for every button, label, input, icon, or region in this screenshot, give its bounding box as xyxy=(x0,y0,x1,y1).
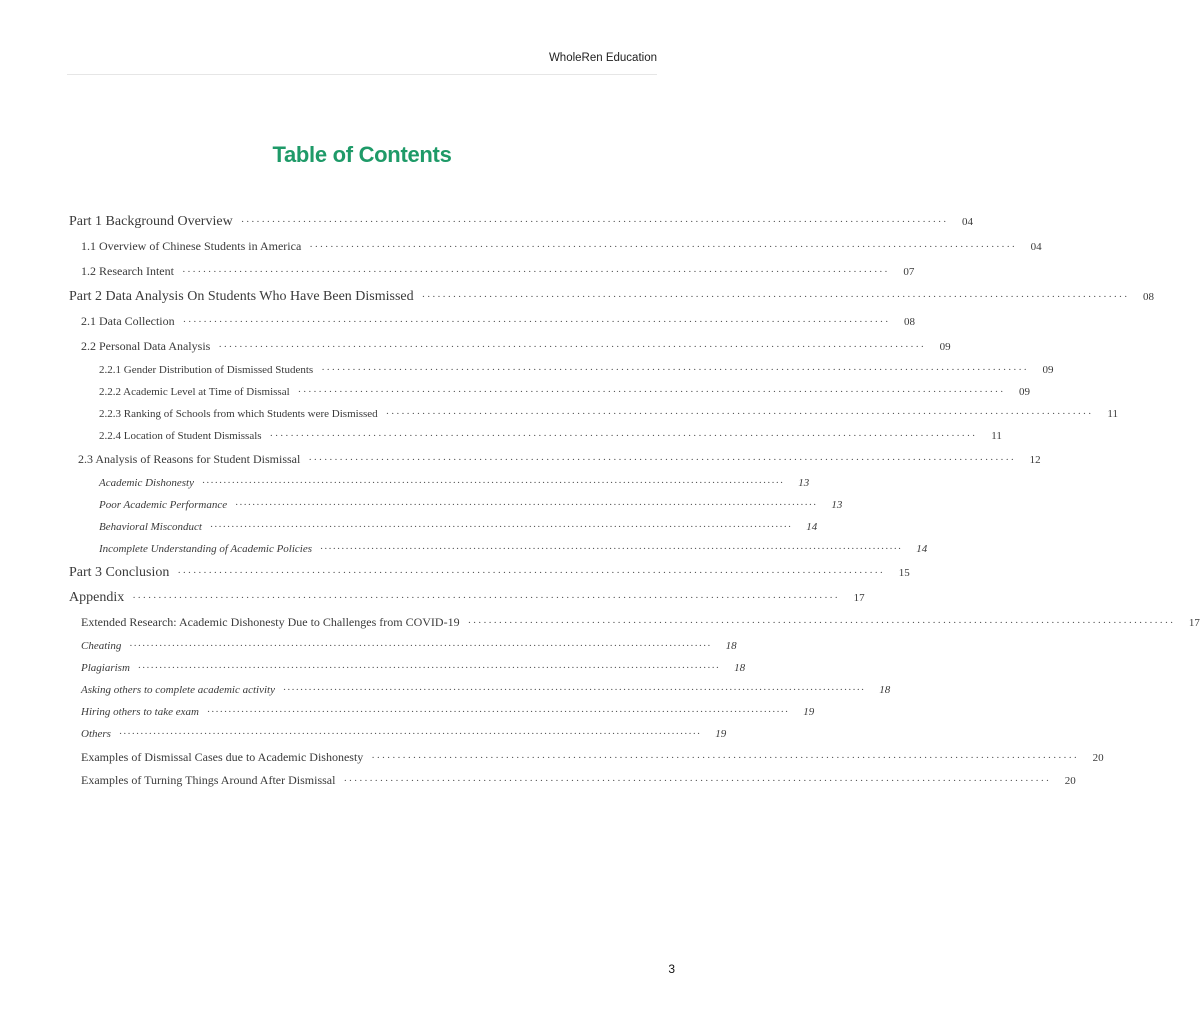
toc-entry-appendix[interactable] xyxy=(69,590,865,615)
toc-page-number: 18 xyxy=(879,684,891,696)
toc-entry-text: Plagiarism xyxy=(81,662,130,674)
toc-entry-part-1[interactable] xyxy=(69,214,974,239)
toc-entry-text: Incomplete Understanding of Academic Policies xyxy=(99,543,313,555)
toc-page-number: 18 xyxy=(725,640,737,652)
toc-leader-dots: ········································································································································· xyxy=(269,430,977,442)
toc-entry-text: 2.2 Personal Data Analysis xyxy=(81,339,211,353)
toc-page-number: 11 xyxy=(1107,408,1118,420)
page-number: 3 xyxy=(668,962,675,976)
toc-entry-turning-things-around[interactable] xyxy=(69,773,1076,796)
toc-entry-text: Examples of Turning Things Around After Dismissal xyxy=(81,773,336,787)
toc-leader-dots: ········································································································································· xyxy=(321,364,1029,376)
toc-entry-dismissal-cases[interactable] xyxy=(69,750,1104,773)
page-title: Table of Contents xyxy=(272,142,452,167)
toc-leader-dots: ········································································································································· xyxy=(218,341,926,353)
toc-page-number: 18 xyxy=(734,662,746,674)
toc-page-number: 11 xyxy=(991,430,1002,442)
toc-entry-text: Extended Research: Academic Dishonesty Due to Challenges from COVID-19 xyxy=(81,615,460,629)
toc-page-number: 09 xyxy=(1019,386,1030,398)
toc-entry-text: Others xyxy=(81,728,111,740)
toc-entry-part-3[interactable] xyxy=(69,565,910,590)
toc-entry-text: Part 1 Background Overview xyxy=(69,214,233,229)
toc-entry-part-2[interactable] xyxy=(69,289,1154,314)
toc-page-number: 08 xyxy=(1143,291,1154,303)
toc-leader-dots: ········································································································································· xyxy=(467,617,1175,629)
toc-entry-2-2[interactable] xyxy=(69,339,951,364)
toc-leader-dots: ········································································································································· xyxy=(235,499,818,511)
toc-entry-2-2-3[interactable] xyxy=(69,408,1118,430)
toc-entry-text: Asking others to complete academic activity xyxy=(81,684,275,696)
toc-leader-dots: ········································································································································· xyxy=(297,386,1005,398)
toc-entry-text: 2.2.3 Ranking of Schools from which Students were Dismissed xyxy=(99,408,378,420)
toc-leader-dots: ········································································································································· xyxy=(182,316,890,328)
toc-entry-1-2[interactable] xyxy=(69,264,915,289)
toc-leader-dots: ········································································································································· xyxy=(209,521,793,533)
toc-entry-text: 2.2.4 Location of Student Dismissals xyxy=(99,430,262,442)
toc-page-number: 13 xyxy=(831,499,843,511)
toc-leader-dots: ········································································································································· xyxy=(309,241,1017,253)
toc-leader-dots: ········································································································································· xyxy=(371,752,1079,764)
toc-entry-text: Hiring others to take exam xyxy=(81,706,199,718)
toc-leader-dots: ········································································································································· xyxy=(343,775,1051,787)
toc-leader-dots: ········································································································································· xyxy=(132,592,840,604)
toc-page-number: 17 xyxy=(853,592,865,604)
toc-entry-text: 2.3 Analysis of Reasons for Student Dismissal xyxy=(78,452,301,466)
table-of-contents xyxy=(69,214,1200,796)
toc-leader-dots: ········································································································································· xyxy=(308,454,1016,466)
toc-page-number: 20 xyxy=(1092,752,1104,764)
toc-leader-dots: ········································································································································· xyxy=(202,477,785,489)
toc-entry-2-3[interactable] xyxy=(69,452,1041,477)
toc-entry-text: Examples of Dismissal Cases due to Academic Dishonesty xyxy=(81,750,364,764)
toc-page-number: 14 xyxy=(806,521,818,533)
toc-entry-2-1[interactable] xyxy=(69,314,915,339)
toc-entry-2-2-1[interactable] xyxy=(69,364,1054,386)
toc-entry-text: 2.2.1 Gender Distribution of Dismissed Students xyxy=(99,364,314,376)
toc-leader-dots: ········································································································································· xyxy=(177,567,885,579)
header-brand: WholeRen Education xyxy=(548,52,657,64)
toc-entry-text: 2.1 Data Collection xyxy=(81,314,175,328)
toc-leader-dots: ········································································································································· xyxy=(181,266,890,278)
toc-leader-dots: ········································································································································· xyxy=(206,706,790,718)
toc-entry-behavioral-misconduct[interactable] xyxy=(69,521,818,543)
toc-entry-text: Academic Dishonesty xyxy=(99,477,194,489)
toc-page-number: 09 xyxy=(939,341,951,353)
toc-page-number: 13 xyxy=(798,477,810,489)
toc-entry-text: Behavioral Misconduct xyxy=(99,521,202,533)
toc-leader-dots: ········································································································································· xyxy=(421,291,1129,303)
toc-entry-text: 1.2 Research Intent xyxy=(81,264,174,278)
toc-entry-asking-others[interactable] xyxy=(69,684,891,706)
toc-entry-hiring-others[interactable] xyxy=(69,706,815,728)
toc-page-number: 17 xyxy=(1188,617,1200,629)
toc-page-number: 14 xyxy=(916,543,928,555)
toc-entry-text: 1.1 Overview of Chinese Students in America xyxy=(81,239,302,253)
toc-entry-2-2-4[interactable] xyxy=(69,430,1002,452)
toc-page-number: 12 xyxy=(1029,454,1041,466)
toc-leader-dots: ········································································································································· xyxy=(240,216,949,228)
toc-leader-dots: ········································································································································· xyxy=(137,662,721,674)
toc-page-number: 08 xyxy=(904,316,915,328)
toc-entry-others[interactable] xyxy=(69,728,727,750)
toc-page-number: 04 xyxy=(962,216,974,228)
toc-entry-plagiarism[interactable] xyxy=(69,662,746,684)
toc-entry-cheating[interactable] xyxy=(69,640,737,662)
toc-page-number: 04 xyxy=(1030,241,1042,253)
toc-page-number: 07 xyxy=(903,266,915,278)
toc-page-number: 19 xyxy=(803,706,815,718)
toc-entry-2-2-2[interactable] xyxy=(69,386,1030,408)
toc-entry-academic-dishonesty[interactable] xyxy=(69,477,810,499)
toc-entry-incomplete-understanding[interactable] xyxy=(69,543,928,565)
toc-page-number: 20 xyxy=(1064,775,1076,787)
toc-entry-1-1[interactable] xyxy=(69,239,1042,264)
toc-entry-extended-research[interactable] xyxy=(69,615,1200,640)
toc-entry-text: Part 3 Conclusion xyxy=(69,565,170,580)
toc-entry-text: Part 2 Data Analysis On Students Who Have Been Dismissed xyxy=(69,289,414,304)
toc-page-number: 15 xyxy=(898,567,910,579)
toc-entry-text: Cheating xyxy=(81,640,122,652)
toc-entry-poor-academic-performance[interactable] xyxy=(69,499,843,521)
toc-leader-dots: ········································································································································· xyxy=(282,684,866,696)
toc-page-number: 09 xyxy=(1042,364,1054,376)
toc-leader-dots: ········································································································································· xyxy=(320,543,903,555)
header-divider xyxy=(67,74,657,75)
toc-page-number: 19 xyxy=(715,728,727,740)
toc-entry-text: Poor Academic Performance xyxy=(99,499,228,511)
toc-entry-text: 2.2.2 Academic Level at Time of Dismissal xyxy=(99,386,290,398)
toc-leader-dots: ········································································································································· xyxy=(118,728,702,740)
toc-entry-text: Appendix xyxy=(69,590,125,605)
toc-leader-dots: ········································································································································· xyxy=(129,640,712,652)
toc-leader-dots: ········································································································································· xyxy=(385,408,1093,420)
